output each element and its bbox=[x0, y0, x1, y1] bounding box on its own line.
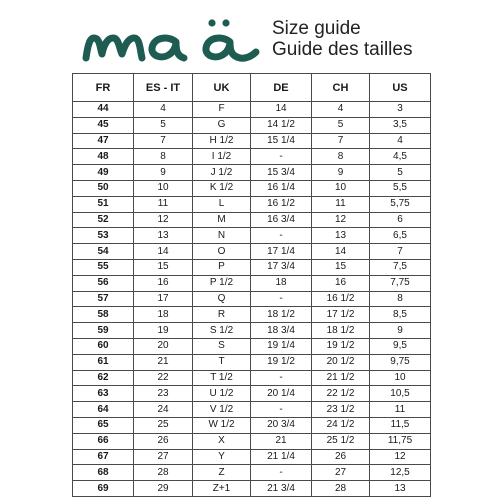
cell-ch: 22 1/2 bbox=[312, 386, 370, 402]
cell-fr: 58 bbox=[73, 307, 134, 323]
cell-de: - bbox=[251, 370, 312, 386]
cell-ch: 8 bbox=[312, 149, 370, 165]
cell-us: 10 bbox=[370, 370, 431, 386]
cell-ch: 5 bbox=[312, 117, 370, 133]
cell-ch: 17 1/2 bbox=[312, 307, 370, 323]
cell-fr: 62 bbox=[73, 370, 134, 386]
cell-fr: 54 bbox=[73, 244, 134, 260]
cell-es-it: 20 bbox=[134, 338, 193, 354]
cell-ch: 10 bbox=[312, 180, 370, 196]
cell-ch: 14 bbox=[312, 244, 370, 260]
header-uk: UK bbox=[193, 74, 251, 102]
cell-de: 18 bbox=[251, 275, 312, 291]
cell-fr: 53 bbox=[73, 228, 134, 244]
cell-ch: 24 1/2 bbox=[312, 417, 370, 433]
cell-fr: 52 bbox=[73, 212, 134, 228]
cell-us: 9,5 bbox=[370, 338, 431, 354]
cell-ch: 11 bbox=[312, 196, 370, 212]
cell-fr: 57 bbox=[73, 291, 134, 307]
cell-us: 11,75 bbox=[370, 433, 431, 449]
cell-es-it: 10 bbox=[134, 180, 193, 196]
cell-de: 15 3/4 bbox=[251, 165, 312, 181]
cell-es-it: 16 bbox=[134, 275, 193, 291]
cell-uk: Z+1 bbox=[193, 481, 251, 497]
table-row bbox=[73, 402, 431, 418]
cell-ch: 15 bbox=[312, 259, 370, 275]
cell-es-it: 13 bbox=[134, 228, 193, 244]
table-row bbox=[73, 275, 431, 291]
cell-uk: T 1/2 bbox=[193, 370, 251, 386]
cell-es-it: 11 bbox=[134, 196, 193, 212]
cell-ch: 25 1/2 bbox=[312, 433, 370, 449]
cell-de: 21 1/4 bbox=[251, 449, 312, 465]
cell-ch: 9 bbox=[312, 165, 370, 181]
cell-us: 8 bbox=[370, 291, 431, 307]
cell-us: 9 bbox=[370, 323, 431, 339]
cell-fr: 60 bbox=[73, 338, 134, 354]
cell-de: 18 3/4 bbox=[251, 323, 312, 339]
cell-fr: 67 bbox=[73, 449, 134, 465]
cell-fr: 65 bbox=[73, 417, 134, 433]
cell-de: 21 bbox=[251, 433, 312, 449]
cell-fr: 49 bbox=[73, 165, 134, 181]
cell-ch: 20 1/2 bbox=[312, 354, 370, 370]
cell-us: 5,5 bbox=[370, 180, 431, 196]
cell-ch: 21 1/2 bbox=[312, 370, 370, 386]
cell-us: 12,5 bbox=[370, 465, 431, 481]
cell-de: 19 1/4 bbox=[251, 338, 312, 354]
cell-de: 16 1/4 bbox=[251, 180, 312, 196]
cell-us: 7 bbox=[370, 244, 431, 260]
cell-uk: V 1/2 bbox=[193, 402, 251, 418]
cell-uk: Y bbox=[193, 449, 251, 465]
cell-fr: 68 bbox=[73, 465, 134, 481]
table-row bbox=[73, 465, 431, 481]
table-row bbox=[73, 307, 431, 323]
cell-de: - bbox=[251, 291, 312, 307]
cell-fr: 69 bbox=[73, 481, 134, 497]
cell-es-it: 23 bbox=[134, 386, 193, 402]
table-row bbox=[73, 117, 431, 133]
cell-de: 16 3/4 bbox=[251, 212, 312, 228]
cell-uk: R bbox=[193, 307, 251, 323]
cell-uk: Z bbox=[193, 465, 251, 481]
cell-fr: 44 bbox=[73, 102, 134, 118]
cell-ch: 26 bbox=[312, 449, 370, 465]
header-ch: CH bbox=[312, 74, 370, 102]
cell-us: 9,75 bbox=[370, 354, 431, 370]
cell-uk: J 1/2 bbox=[193, 165, 251, 181]
cell-uk: T bbox=[193, 354, 251, 370]
cell-uk: I 1/2 bbox=[193, 149, 251, 165]
cell-us: 7,75 bbox=[370, 275, 431, 291]
cell-fr: 45 bbox=[73, 117, 134, 133]
cell-de: 21 3/4 bbox=[251, 481, 312, 497]
table-row bbox=[73, 417, 431, 433]
cell-fr: 48 bbox=[73, 149, 134, 165]
cell-es-it: 17 bbox=[134, 291, 193, 307]
cell-es-it: 14 bbox=[134, 244, 193, 260]
cell-uk: U 1/2 bbox=[193, 386, 251, 402]
table-row bbox=[73, 180, 431, 196]
cell-de: 17 1/4 bbox=[251, 244, 312, 260]
cell-de: - bbox=[251, 402, 312, 418]
cell-us: 10,5 bbox=[370, 386, 431, 402]
cell-uk: S bbox=[193, 338, 251, 354]
cell-fr: 63 bbox=[73, 386, 134, 402]
cell-fr: 47 bbox=[73, 133, 134, 149]
table-row bbox=[73, 338, 431, 354]
cell-de: - bbox=[251, 465, 312, 481]
cell-de: 18 1/2 bbox=[251, 307, 312, 323]
cell-us: 13 bbox=[370, 481, 431, 497]
cell-uk: W 1/2 bbox=[193, 417, 251, 433]
table-row bbox=[73, 354, 431, 370]
cell-de: 19 1/2 bbox=[251, 354, 312, 370]
table-row bbox=[73, 386, 431, 402]
cell-ch: 16 bbox=[312, 275, 370, 291]
cell-fr: 59 bbox=[73, 323, 134, 339]
cell-es-it: 28 bbox=[134, 465, 193, 481]
cell-ch: 7 bbox=[312, 133, 370, 149]
cell-us: 11 bbox=[370, 402, 431, 418]
table-row bbox=[73, 165, 431, 181]
header-de: DE bbox=[251, 74, 312, 102]
cell-us: 12 bbox=[370, 449, 431, 465]
cell-es-it: 4 bbox=[134, 102, 193, 118]
header-fr: FR bbox=[73, 74, 134, 102]
title-french: Guide des tailles bbox=[272, 39, 413, 60]
table-row bbox=[73, 433, 431, 449]
cell-us: 5 bbox=[370, 165, 431, 181]
table-row bbox=[73, 102, 431, 118]
cell-de: - bbox=[251, 228, 312, 244]
cell-us: 3,5 bbox=[370, 117, 431, 133]
cell-uk: H 1/2 bbox=[193, 133, 251, 149]
cell-uk: P 1/2 bbox=[193, 275, 251, 291]
header-es-it: ES - IT bbox=[134, 74, 193, 102]
cell-es-it: 8 bbox=[134, 149, 193, 165]
cell-es-it: 7 bbox=[134, 133, 193, 149]
cell-uk: N bbox=[193, 228, 251, 244]
cell-de: - bbox=[251, 149, 312, 165]
cell-uk: P bbox=[193, 259, 251, 275]
cell-es-it: 12 bbox=[134, 212, 193, 228]
cell-es-it: 21 bbox=[134, 354, 193, 370]
cell-ch: 12 bbox=[312, 212, 370, 228]
cell-uk: L bbox=[193, 196, 251, 212]
cell-ch: 18 1/2 bbox=[312, 323, 370, 339]
cell-uk: K 1/2 bbox=[193, 180, 251, 196]
cell-uk: G bbox=[193, 117, 251, 133]
cell-fr: 55 bbox=[73, 259, 134, 275]
cell-fr: 61 bbox=[73, 354, 134, 370]
cell-ch: 27 bbox=[312, 465, 370, 481]
cell-ch: 23 1/2 bbox=[312, 402, 370, 418]
cell-de: 14 bbox=[251, 102, 312, 118]
cell-uk: F bbox=[193, 102, 251, 118]
cell-ch: 13 bbox=[312, 228, 370, 244]
cell-de: 20 1/4 bbox=[251, 386, 312, 402]
title-block bbox=[272, 18, 412, 60]
cell-es-it: 26 bbox=[134, 433, 193, 449]
table-row bbox=[73, 323, 431, 339]
cell-de: 17 3/4 bbox=[251, 259, 312, 275]
cell-es-it: 15 bbox=[134, 259, 193, 275]
cell-fr: 51 bbox=[73, 196, 134, 212]
table-row bbox=[73, 291, 431, 307]
size-table bbox=[72, 73, 431, 497]
header-row bbox=[73, 74, 431, 102]
table-row bbox=[73, 133, 431, 149]
cell-uk: S 1/2 bbox=[193, 323, 251, 339]
title-english: Size guide bbox=[272, 18, 361, 39]
cell-es-it: 29 bbox=[134, 481, 193, 497]
cell-us: 5,75 bbox=[370, 196, 431, 212]
cell-us: 6 bbox=[370, 212, 431, 228]
cell-es-it: 22 bbox=[134, 370, 193, 386]
maa-logo bbox=[80, 14, 260, 64]
cell-es-it: 5 bbox=[134, 117, 193, 133]
table-row bbox=[73, 212, 431, 228]
cell-es-it: 9 bbox=[134, 165, 193, 181]
cell-fr: 56 bbox=[73, 275, 134, 291]
cell-de: 20 3/4 bbox=[251, 417, 312, 433]
cell-ch: 4 bbox=[312, 102, 370, 118]
cell-ch: 19 1/2 bbox=[312, 338, 370, 354]
cell-es-it: 27 bbox=[134, 449, 193, 465]
cell-de: 15 1/4 bbox=[251, 133, 312, 149]
table-row bbox=[73, 228, 431, 244]
table-row bbox=[73, 370, 431, 386]
cell-fr: 50 bbox=[73, 180, 134, 196]
cell-ch: 28 bbox=[312, 481, 370, 497]
cell-uk: O bbox=[193, 244, 251, 260]
header bbox=[0, 0, 500, 70]
cell-us: 11,5 bbox=[370, 417, 431, 433]
cell-es-it: 19 bbox=[134, 323, 193, 339]
table-row bbox=[73, 481, 431, 497]
cell-us: 4,5 bbox=[370, 149, 431, 165]
cell-es-it: 25 bbox=[134, 417, 193, 433]
cell-fr: 66 bbox=[73, 433, 134, 449]
cell-uk: Q bbox=[193, 291, 251, 307]
cell-de: 16 1/2 bbox=[251, 196, 312, 212]
table-body bbox=[73, 102, 431, 497]
cell-fr: 64 bbox=[73, 402, 134, 418]
table-row bbox=[73, 149, 431, 165]
cell-us: 4 bbox=[370, 133, 431, 149]
table-row bbox=[73, 259, 431, 275]
cell-es-it: 24 bbox=[134, 402, 193, 418]
table-row bbox=[73, 449, 431, 465]
cell-us: 3 bbox=[370, 102, 431, 118]
table-row bbox=[73, 244, 431, 260]
cell-de: 14 1/2 bbox=[251, 117, 312, 133]
cell-uk: M bbox=[193, 212, 251, 228]
cell-ch: 16 1/2 bbox=[312, 291, 370, 307]
cell-uk: X bbox=[193, 433, 251, 449]
table-row bbox=[73, 196, 431, 212]
cell-us: 7,5 bbox=[370, 259, 431, 275]
cell-us: 8,5 bbox=[370, 307, 431, 323]
header-us: US bbox=[370, 74, 431, 102]
cell-es-it: 18 bbox=[134, 307, 193, 323]
cell-us: 6,5 bbox=[370, 228, 431, 244]
